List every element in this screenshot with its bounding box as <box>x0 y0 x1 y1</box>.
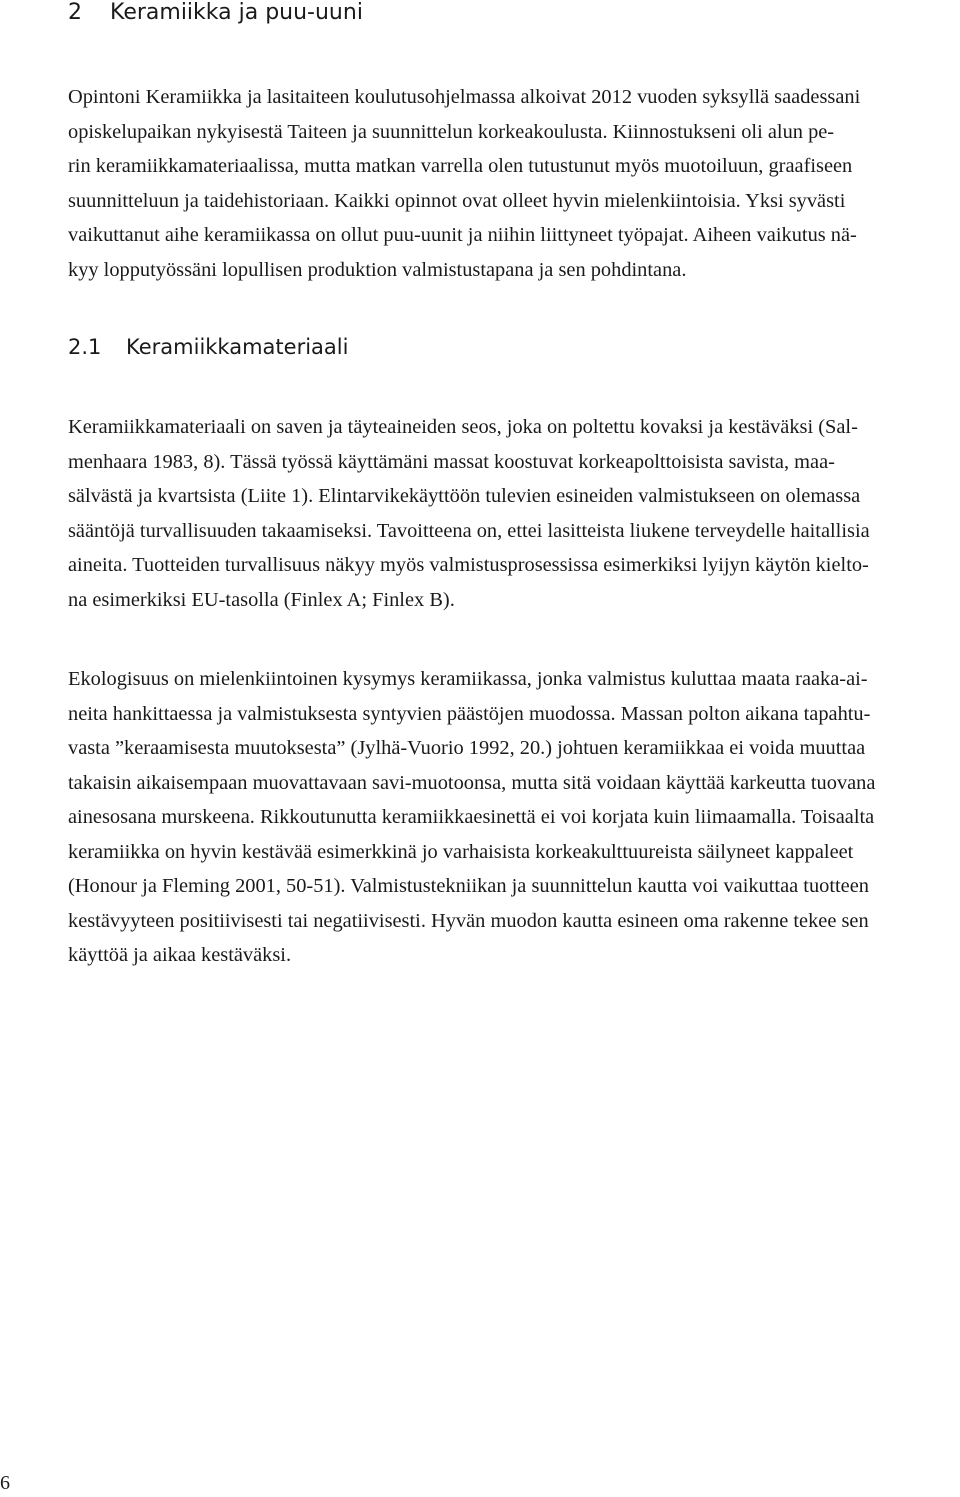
material-paragraph <box>68 410 948 617</box>
text-line: sälvästä ja kvartsista (Liite 1). Elintarvikekäyttöön tulevien esineiden valmistukseen on olemassa <box>68 485 861 507</box>
page-number: 6 <box>0 1472 10 1494</box>
text-line: rin keramiikkamateriaalissa, mutta matkan varrella olen tutustunut myös muotoiluun, graafiseen <box>68 155 853 177</box>
text-line: vasta ”keraamisesta muutoksesta” (Jylhä-Vuorio 1992, 20.) johtuen keramiikkaa ei voida muuttaa <box>68 737 866 759</box>
chapter-number: 2 <box>68 0 82 25</box>
text-line: na esimerkiksi EU-tasolla (Finlex A; Finlex B). <box>68 588 455 611</box>
text-line: Opintoni Keramiikka ja lasitaiteen koulutusohjelmassa alkoivat 2012 vuoden syksyllä saadessani <box>68 86 861 108</box>
text-line: sääntöjä turvallisuuden takaamiseksi. Tavoitteena on, ettei lasitteista liukene terveydelle haitallisia <box>68 519 870 542</box>
text-line: Ekologisuus on mielenkiintoinen kysymys keramiikassa, jonka valmistus kuluttaa maata raaka-ai- <box>68 668 868 690</box>
section-heading <box>68 332 348 362</box>
text-line: menhaara 1983, 8). Tässä työssä käyttämäni massat koostuvat korkeapolttoisista savista, maa- <box>68 450 835 473</box>
text-line: suunnitteluun ja taidehistoriaan. Kaikki opinnot ovat olleet hyvin mielenkiintoisia. Yksi syvästi <box>68 189 846 212</box>
section-number: 2.1 <box>68 335 102 359</box>
text-line: ainesosana murskeena. Rikkoutunutta keramiikkaesinettä ei voi korjata kuin liimaamalla. Toisaalta <box>68 806 875 828</box>
section-title: Keramiikkamateriaali <box>126 335 349 359</box>
text-line: opiskelupaikan nykyisestä Taiteen ja suunnittelun korkeakoulusta. Kiinnostukseni oli alun pe- <box>68 120 835 143</box>
text-line: aineita. Tuotteiden turvallisuus näkyy myös valmistusprosessissa esimerkiksi lyijyn käytön kielto- <box>68 554 869 576</box>
text-line: kestävyyteen positiivisesti tai negatiivisesti. Hyvän muodon kautta esineen oma rakenne tekee sen <box>68 909 869 932</box>
text-line: Keramiikkamateriaali on saven ja täyteaineiden seos, joka on poltettu kovaksi ja kestäväksi (Sal- <box>68 416 858 438</box>
chapter-title: Keramiikka ja puu-uuni <box>110 0 363 25</box>
text-line: neita hankittaessa ja valmistuksesta syntyvien päästöjen muodossa. Massan polton aikana tapahtu- <box>68 702 871 725</box>
text-line: keramiikka on hyvin kestävää esimerkkinä jo varhaisista korkeakulttuureista säilyneet kappaleet <box>68 840 854 863</box>
text-line: vaikuttanut aihe keramiikassa on ollut puu-uunit ja niihin liittyneet työpajat. Aiheen vaikutus nä- <box>68 224 857 246</box>
intro-paragraph <box>68 80 948 287</box>
chapter-heading <box>68 0 363 28</box>
text-line: käyttöä ja aikaa kestäväksi. <box>68 944 292 966</box>
ecology-paragraph <box>68 662 948 973</box>
text-line: kyy lopputyössäni lopullisen produktion valmistustapana ja sen pohdintana. <box>68 258 687 281</box>
text-line: takaisin aikaisempaan muovattavaan savi-muotoonsa, mutta sitä voidaan käyttää karkeutta tuovana <box>68 771 876 794</box>
text-line: (Honour ja Fleming 2001, 50-51). Valmistustekniikan ja suunnittelun kautta voi vaikuttaa tuotteen <box>68 875 869 897</box>
